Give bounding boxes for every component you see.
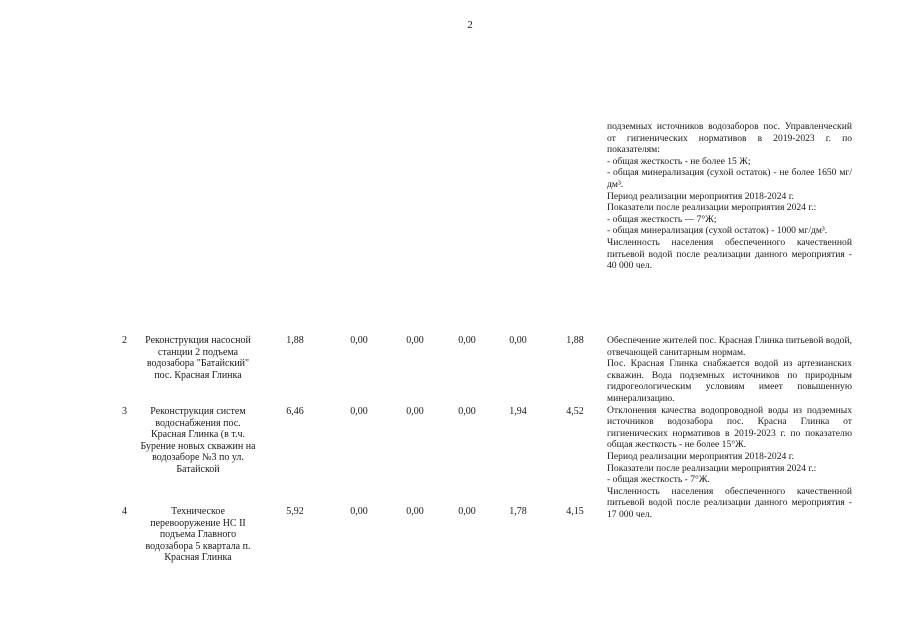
continued-description bbox=[607, 121, 852, 272]
value-col-5: 1,78 bbox=[509, 506, 527, 517]
description-paragraph: - общая жесткость - 7°Ж. bbox=[607, 474, 710, 486]
project-name: Реконструкция насосной станции 2 подъема водозабора "Батайский" пос. Красная Глинка bbox=[145, 335, 251, 381]
value-col-3: 0,00 bbox=[406, 335, 424, 346]
value-col-2: 0,00 bbox=[350, 335, 368, 346]
description-paragraph: - общая минерализация (сухой остаток) - не более 1650 мг/дм³. bbox=[607, 167, 852, 190]
value-col-6: 1,88 bbox=[566, 335, 584, 346]
row-number: 4 bbox=[122, 506, 127, 517]
description-paragraph: - общая минерализация (сухой остаток) - 1000 мг/дм³. bbox=[607, 225, 828, 237]
description-paragraph: Отклонения качества водопроводной воды из подземных источников водозабора пос. Красна Глинка от гигиенических нормативов в 2019-2023 г. по показателю общая жесткость - не более 15°Ж. bbox=[607, 404, 852, 451]
description-paragraph: Численность населения обеспеченного качественной питьевой водой после реализации данного мероприятия - 40 000 чел. bbox=[607, 236, 852, 272]
value-col-2: 0,00 bbox=[350, 506, 368, 517]
value-total: 6,46 bbox=[286, 406, 304, 417]
page-number: 2 bbox=[467, 19, 473, 31]
value-col-5: 1,94 bbox=[509, 406, 527, 417]
value-col-2: 0,00 bbox=[350, 406, 368, 417]
row-number: 2 bbox=[122, 335, 127, 346]
shared-description bbox=[607, 335, 852, 521]
description-paragraph: Пос. Красная Глинка снабжается водой из артезианских скважин. Вода подземных источников по природным гидрогеологическим условиям имеет повышенную минерализацию. bbox=[607, 358, 852, 404]
project-name: Реконструкция систем водоснабжения пос. Красная Глинка (в т.ч. Бурение новых скважин на водозаборе №3 по ул. Батайской bbox=[140, 406, 256, 475]
description-paragraph: Показатели после реализации мероприятия 2024 г.: bbox=[607, 202, 817, 214]
description-paragraph: - общая жесткость — 7°Ж; bbox=[607, 213, 717, 225]
value-col-4: 0,00 bbox=[458, 506, 476, 517]
value-total: 5,92 bbox=[286, 506, 304, 517]
value-col-6: 4,52 bbox=[566, 406, 584, 417]
value-col-4: 0,00 bbox=[458, 335, 476, 346]
project-name: Техническое перевооружение НС II подъема Главного водозабора 5 квартала п. Красная Глинка bbox=[145, 506, 251, 564]
description-paragraph: Период реализации мероприятия 2018-2024 г. bbox=[607, 450, 794, 462]
value-col-3: 0,00 bbox=[406, 406, 424, 417]
value-col-6: 4,15 bbox=[566, 506, 584, 517]
value-total: 1,88 bbox=[286, 335, 304, 346]
description-paragraph: Численность населения обеспеченного качественной питьевой водой после реализации данного мероприятия - 17 000 чел. bbox=[607, 485, 852, 520]
value-col-4: 0,00 bbox=[458, 406, 476, 417]
description-paragraph: Период реализации мероприятия 2018-2024 г. bbox=[607, 190, 794, 202]
value-col-5: 0,00 bbox=[509, 335, 527, 346]
value-col-3: 0,00 bbox=[406, 506, 424, 517]
description-paragraph: Обеспечение жителей пос. Красная Глинка питьевой водой, отвечающей санитарным нормам. bbox=[607, 335, 852, 358]
description-paragraph: Показатели после реализации мероприятия 2024 г.: bbox=[607, 462, 817, 474]
row-number: 3 bbox=[122, 406, 127, 417]
description-paragraph: подземных источников водозаборов пос. Управленческий от гигиенических нормативов в 2019-2023 г. по показателям: bbox=[607, 121, 852, 156]
description-paragraph: - общая жесткость - не более 15 Ж; bbox=[607, 155, 751, 167]
